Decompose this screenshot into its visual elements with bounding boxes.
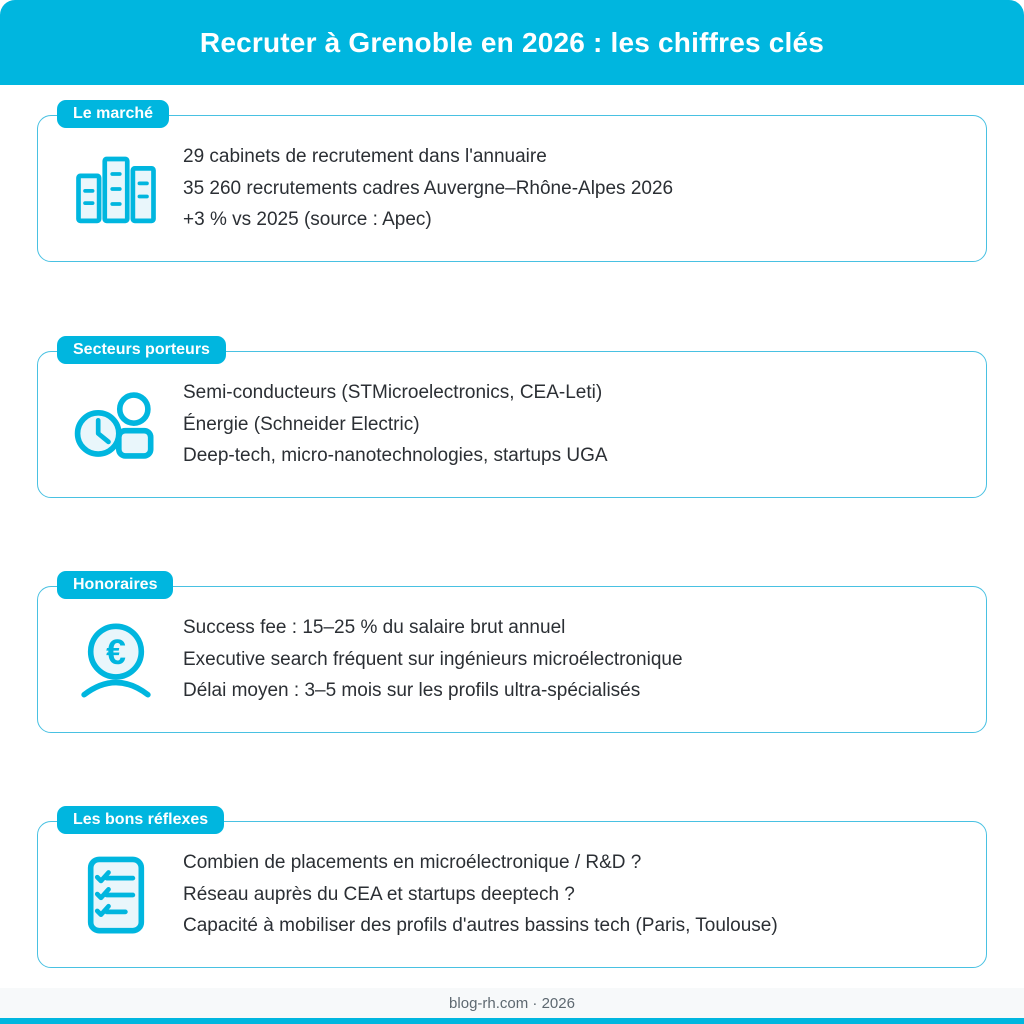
stat-line: Combien de placements en microélectronique / R&D ? — [183, 852, 642, 874]
stat-line: Deep-tech, micro-nanotechnologies, startups UGA — [183, 445, 608, 467]
footer-bar — [0, 988, 1024, 1018]
stat-line: Semi-conducteurs (STMicroelectronics, CEA-Leti) — [183, 382, 603, 404]
stat-line: Réseau auprès du CEA et startups deeptech ? — [183, 883, 575, 905]
section-honoraires — [0, 571, 1024, 733]
stat-line: Success fee : 15–25 % du salaire brut annuel — [183, 617, 566, 639]
checklist-icon — [71, 853, 161, 937]
footer-text: blog-rh.com · 2026 — [449, 994, 575, 1012]
stat-line: +3 % vs 2025 (source : Apec) — [183, 209, 432, 231]
section-badge: Honoraires — [57, 571, 173, 599]
section-les-bons-reflexes — [0, 806, 1024, 968]
stat-card — [37, 351, 987, 498]
page-title: Recruter à Grenoble en 2026 : les chiffres clés — [199, 26, 825, 58]
svg-text:€: € — [106, 631, 126, 672]
clock-person-icon — [71, 383, 161, 467]
stat-lines — [183, 612, 683, 707]
stat-lines — [183, 141, 673, 236]
stat-card — [37, 586, 987, 733]
bottom-accent-stripe — [0, 1018, 1024, 1024]
stat-line: 29 cabinets de recrutement dans l'annuaire — [183, 146, 547, 168]
stat-line: Énergie (Schneider Electric) — [183, 413, 420, 435]
stat-card — [37, 821, 987, 968]
section-secteurs-porteurs — [0, 336, 1024, 498]
buildings-bars-icon — [71, 147, 161, 231]
stat-line: Capacité à mobiliser des profils d'autres bassins tech (Paris, Toulouse) — [183, 915, 778, 937]
stat-line: Délai moyen : 3–5 mois sur les profils ultra-spécialisés — [183, 680, 641, 702]
section-le-marche — [0, 100, 1024, 262]
stat-card — [37, 115, 987, 262]
stat-lines — [183, 847, 778, 942]
stat-lines — [183, 377, 608, 472]
stat-line: 35 260 recrutements cadres Auvergne–Rhône-Alpes 2026 — [183, 177, 674, 199]
section-badge: Les bons réflexes — [57, 806, 224, 834]
section-badge: Le marché — [57, 100, 169, 128]
stat-line: Executive search fréquent sur ingénieurs microélectronique — [183, 648, 683, 670]
section-badge: Secteurs porteurs — [57, 336, 226, 364]
euro-coin-person-icon — [71, 618, 161, 702]
header-banner — [0, 0, 1024, 85]
